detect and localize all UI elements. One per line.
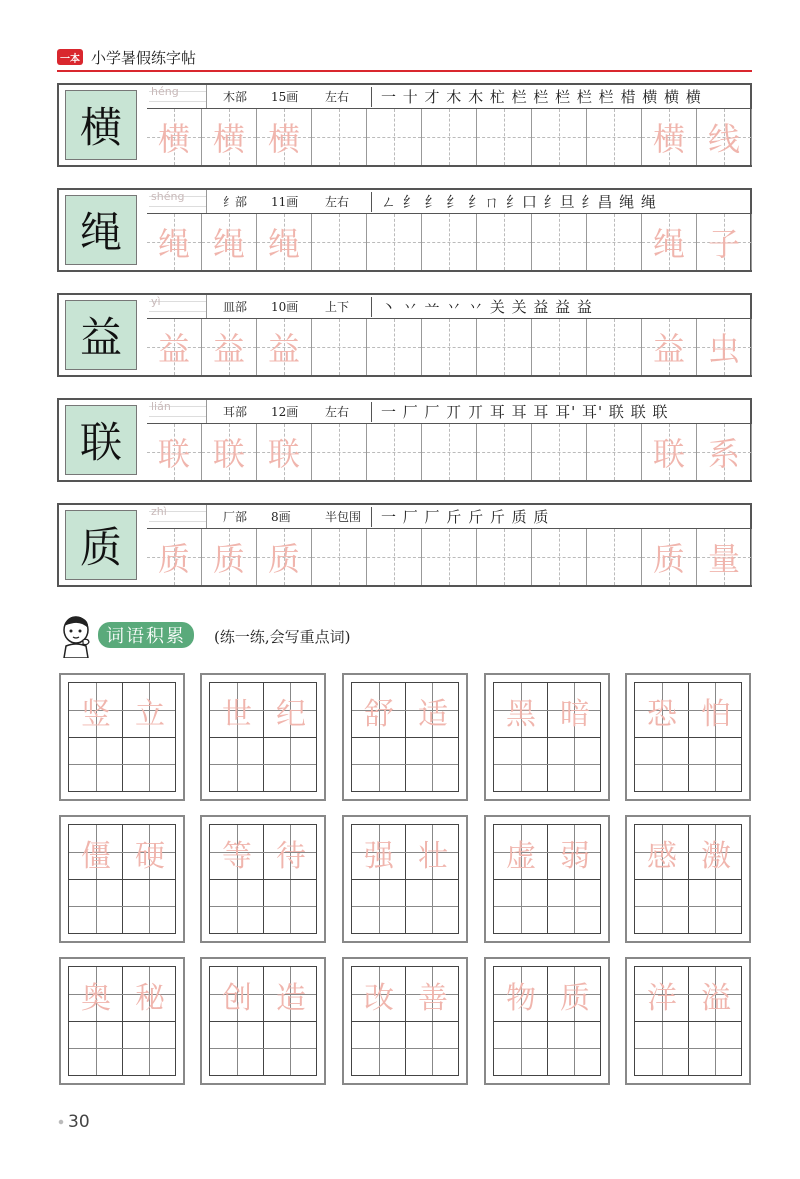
- grid-line: [635, 737, 741, 738]
- word-trace-char: 感: [647, 839, 677, 874]
- grid-line: [210, 764, 316, 765]
- practice-cell[interactable]: [532, 214, 587, 270]
- grid-line: [210, 1021, 316, 1022]
- practice-cell[interactable]: [312, 529, 367, 585]
- stroke-count: 8画: [271, 510, 291, 524]
- practice-cell[interactable]: [422, 109, 477, 165]
- practice-cell[interactable]: [312, 319, 367, 375]
- practice-cell[interactable]: [532, 109, 587, 165]
- trace-character: [477, 319, 531, 375]
- practice-cell[interactable]: [202, 529, 257, 585]
- trace-character: [477, 424, 531, 480]
- boy-mascot-icon: [56, 612, 96, 658]
- word-grid-cells: [209, 966, 317, 1076]
- word-trace-char: 溢: [701, 981, 731, 1016]
- trace-character: 质: [267, 540, 300, 578]
- trace-character: [312, 214, 366, 270]
- grid-line: [494, 879, 600, 880]
- practice-cell[interactable]: [202, 424, 257, 480]
- trace-character: 线: [707, 120, 740, 158]
- word-practice-box[interactable]: [342, 815, 468, 943]
- practice-cell[interactable]: [697, 109, 752, 165]
- word-trace-char: 奥: [81, 981, 111, 1016]
- trace-character: [532, 214, 586, 270]
- practice-cell[interactable]: [587, 319, 642, 375]
- structure-label: 上下: [325, 300, 350, 314]
- trace-character: [367, 529, 421, 585]
- word-trace-char: 善: [418, 981, 448, 1016]
- practice-cell[interactable]: [587, 529, 642, 585]
- word-trace-char: 待: [276, 839, 306, 874]
- practice-cell[interactable]: [147, 109, 202, 165]
- info-divider: [371, 507, 372, 527]
- word-trace-char: 虚: [506, 839, 536, 874]
- trace-character: 绳: [157, 225, 190, 263]
- word-trace-char: 竖: [81, 697, 111, 732]
- grid-line: [635, 1048, 741, 1049]
- word-trace-char: 硬: [135, 839, 165, 874]
- trace-character: [477, 214, 531, 270]
- practice-cell[interactable]: [257, 214, 312, 270]
- practice-cell[interactable]: [587, 214, 642, 270]
- stroke-count: 15画: [271, 90, 299, 104]
- word-practice-box[interactable]: [342, 673, 468, 801]
- trace-character: 质: [212, 540, 245, 578]
- word-trace-char: 强: [364, 839, 394, 874]
- pinyin-guide: yì: [149, 295, 207, 318]
- practice-cell[interactable]: [147, 214, 202, 270]
- word-practice-box[interactable]: [59, 957, 185, 1085]
- character-row: [57, 188, 752, 272]
- word-practice-box[interactable]: [200, 815, 326, 943]
- header-rule: [57, 70, 752, 72]
- book-title: 小学暑假练字帖: [91, 48, 197, 67]
- character-info: [147, 400, 750, 424]
- trace-character: [312, 529, 366, 585]
- model-character: 联: [79, 418, 122, 467]
- stroke-order: 一 十 才 木 木 杧 栏 栏 栏 栏 栏 棤 横 横 横: [381, 88, 702, 106]
- practice-cell[interactable]: [642, 109, 697, 165]
- stroke-count: 12画: [271, 405, 299, 419]
- word-trace-char: 创: [222, 981, 252, 1016]
- pinyin-guide: lián: [149, 400, 207, 423]
- practice-cells: [147, 109, 750, 165]
- structure-label: 左右: [325, 90, 350, 104]
- trace-character: 联: [212, 435, 245, 473]
- trace-character: [312, 109, 366, 165]
- word-grid-cells: [634, 966, 742, 1076]
- practice-cell[interactable]: [367, 424, 422, 480]
- practice-cell[interactable]: [532, 319, 587, 375]
- trace-character: [422, 214, 476, 270]
- word-trace-char: 怕: [701, 697, 731, 732]
- model-character-box: [65, 90, 137, 160]
- trace-character: 子: [707, 225, 740, 263]
- word-practice-box[interactable]: [484, 957, 610, 1085]
- practice-cell[interactable]: [642, 319, 697, 375]
- trace-character: 质: [157, 540, 190, 578]
- stroke-order: ㄥ 纟 纟 纟 纟ㄇ 纟口 纟旦 纟昌 绳 绳: [381, 193, 657, 211]
- grid-line: [352, 879, 458, 880]
- stroke-count: 10画: [271, 300, 299, 314]
- word-practice-box[interactable]: [200, 957, 326, 1085]
- practice-cell[interactable]: [532, 424, 587, 480]
- word-trace-char: 世: [222, 697, 252, 732]
- info-divider: [371, 192, 372, 212]
- stroke-order: 丶 丷 䒑 丷 丷 关 关 益 益 益: [381, 298, 593, 316]
- trace-character: [367, 319, 421, 375]
- trace-character: 横: [652, 120, 685, 158]
- trace-character: 绳: [267, 225, 300, 263]
- practice-cell[interactable]: [312, 109, 367, 165]
- structure-label: 左右: [325, 405, 350, 419]
- word-trace-char: 秘: [135, 981, 165, 1016]
- practice-cell[interactable]: [147, 529, 202, 585]
- character-row: [57, 83, 752, 167]
- word-trace-char: 壮: [418, 839, 448, 874]
- trace-character: [367, 424, 421, 480]
- practice-cell[interactable]: [477, 319, 532, 375]
- grid-line: [635, 879, 741, 880]
- model-character-box: [65, 510, 137, 580]
- word-practice-box[interactable]: [484, 673, 610, 801]
- word-trace-char: 弱: [560, 839, 590, 874]
- trace-character: [587, 319, 641, 375]
- structure-label: 左右: [325, 195, 350, 209]
- grid-line: [352, 1021, 458, 1022]
- grid-line: [352, 764, 458, 765]
- vocab-subtitle: (练一练,会写重点词): [214, 628, 351, 646]
- trace-character: 横: [267, 120, 300, 158]
- grid-line: [69, 737, 175, 738]
- word-trace-char: 黑: [506, 697, 536, 732]
- grid-line: [352, 906, 458, 907]
- info-divider: [371, 402, 372, 422]
- word-grid-cells: [68, 682, 176, 792]
- trace-character: 绳: [652, 225, 685, 263]
- page-number: 30: [58, 1112, 90, 1132]
- practice-cells: [147, 319, 750, 375]
- trace-character: 联: [652, 435, 685, 473]
- word-trace-char: 物: [506, 981, 536, 1016]
- trace-character: 益: [157, 330, 190, 368]
- grid-line: [635, 1021, 741, 1022]
- trace-character: 虫: [707, 330, 740, 368]
- grid-line: [494, 1021, 600, 1022]
- trace-character: [367, 109, 421, 165]
- trace-character: [587, 529, 641, 585]
- trace-character: [532, 109, 586, 165]
- grid-line: [69, 764, 175, 765]
- practice-cell[interactable]: [312, 424, 367, 480]
- practice-cell[interactable]: [312, 214, 367, 270]
- practice-cells: [147, 529, 750, 585]
- trace-character: [532, 529, 586, 585]
- vocab-title: 词语积累: [98, 622, 194, 648]
- word-grid-cells: [351, 824, 459, 934]
- model-character-box: [65, 405, 137, 475]
- word-grid-cells: [493, 966, 601, 1076]
- word-practice-box[interactable]: [625, 957, 751, 1085]
- trace-character: [587, 109, 641, 165]
- structure-label: 半包围: [325, 510, 362, 524]
- practice-cell[interactable]: [642, 529, 697, 585]
- grid-line: [69, 1048, 175, 1049]
- practice-cell[interactable]: [422, 214, 477, 270]
- vocab-header: [56, 612, 456, 658]
- trace-character: 量: [707, 540, 740, 578]
- trace-character: [532, 319, 586, 375]
- trace-character: 益: [267, 330, 300, 368]
- stroke-order: 一 厂 厂 丌 丌 耳 耳 耳 耳' 耳' 联 联 联: [381, 403, 669, 421]
- word-trace-char: 激: [701, 839, 731, 874]
- radical-label: 木部: [223, 90, 248, 104]
- stroke-count: 11画: [271, 195, 299, 209]
- practice-cell[interactable]: [367, 214, 422, 270]
- pinyin-guide: zhì: [149, 505, 207, 528]
- character-info: [147, 85, 750, 109]
- practice-cell[interactable]: [257, 319, 312, 375]
- model-character: 质: [79, 523, 122, 572]
- trace-character: 质: [652, 540, 685, 578]
- practice-cell[interactable]: [697, 529, 752, 585]
- trace-character: 横: [212, 120, 245, 158]
- pinyin-guide: shéng: [149, 190, 207, 213]
- word-trace-char: 纪: [276, 697, 306, 732]
- grid-line: [210, 879, 316, 880]
- word-trace-char: 舒: [364, 697, 394, 732]
- grid-line: [69, 879, 175, 880]
- model-character-box: [65, 300, 137, 370]
- word-grid-cells: [634, 824, 742, 934]
- character-row: [57, 293, 752, 377]
- word-trace-char: 等: [222, 839, 252, 874]
- practice-cell[interactable]: [697, 424, 752, 480]
- trace-character: 益: [652, 330, 685, 368]
- trace-character: [312, 319, 366, 375]
- word-practice-box[interactable]: [59, 815, 185, 943]
- trace-character: [477, 109, 531, 165]
- practice-cell[interactable]: [587, 424, 642, 480]
- info-divider: [371, 297, 372, 317]
- word-trace-char: 立: [135, 697, 165, 732]
- word-grid-cells: [351, 966, 459, 1076]
- trace-character: [422, 109, 476, 165]
- trace-character: [367, 214, 421, 270]
- model-character: 绳: [79, 208, 122, 257]
- practice-cell[interactable]: [367, 529, 422, 585]
- practice-cell[interactable]: [642, 424, 697, 480]
- trace-character: [532, 424, 586, 480]
- radical-label: 厂部: [223, 510, 248, 524]
- character-row: [57, 398, 752, 482]
- practice-cell[interactable]: [257, 529, 312, 585]
- word-grid-cells: [351, 682, 459, 792]
- grid-line: [635, 764, 741, 765]
- word-trace-char: 僵: [81, 839, 111, 874]
- practice-cell[interactable]: [477, 529, 532, 585]
- practice-cell[interactable]: [257, 109, 312, 165]
- grid-line: [69, 1021, 175, 1022]
- practice-cell[interactable]: [147, 319, 202, 375]
- character-info: [147, 505, 750, 529]
- word-grid-cells: [493, 824, 601, 934]
- trace-character: 系: [707, 435, 740, 473]
- practice-cell[interactable]: [587, 109, 642, 165]
- radical-label: 耳部: [223, 405, 248, 419]
- grid-line: [635, 906, 741, 907]
- word-trace-char: 质: [560, 981, 590, 1016]
- grid-line: [352, 1048, 458, 1049]
- word-trace-char: 改: [364, 981, 394, 1016]
- practice-cell[interactable]: [697, 214, 752, 270]
- grid-line: [494, 1048, 600, 1049]
- trace-character: 横: [157, 120, 190, 158]
- practice-cells: [147, 214, 750, 270]
- trace-character: 联: [157, 435, 190, 473]
- word-trace-char: 造: [276, 981, 306, 1016]
- practice-cell[interactable]: [422, 529, 477, 585]
- practice-cell[interactable]: [367, 109, 422, 165]
- model-character: 横: [79, 103, 122, 152]
- grid-line: [210, 906, 316, 907]
- series-badge: 一本: [57, 49, 83, 65]
- grid-line: [210, 1048, 316, 1049]
- word-practice-box[interactable]: [484, 815, 610, 943]
- practice-cell[interactable]: [367, 319, 422, 375]
- grid-line: [494, 764, 600, 765]
- grid-line: [494, 737, 600, 738]
- practice-cell[interactable]: [477, 424, 532, 480]
- practice-cell[interactable]: [422, 319, 477, 375]
- trace-character: 绳: [212, 225, 245, 263]
- practice-cell[interactable]: [202, 109, 257, 165]
- character-info: [147, 295, 750, 319]
- word-grid-cells: [493, 682, 601, 792]
- practice-cell[interactable]: [202, 319, 257, 375]
- word-grid-cells: [209, 682, 317, 792]
- practice-cell[interactable]: [697, 319, 752, 375]
- pinyin-guide: héng: [149, 85, 207, 108]
- practice-cell[interactable]: [477, 109, 532, 165]
- practice-cells: [147, 424, 750, 480]
- word-grid-cells: [209, 824, 317, 934]
- radical-label: 纟部: [223, 195, 248, 209]
- character-row: [57, 503, 752, 587]
- model-character-box: [65, 195, 137, 265]
- word-practice-box[interactable]: [625, 673, 751, 801]
- practice-cell[interactable]: [147, 424, 202, 480]
- word-trace-char: 洋: [647, 981, 677, 1016]
- trace-character: 益: [212, 330, 245, 368]
- practice-cell[interactable]: [532, 529, 587, 585]
- word-trace-char: 适: [418, 697, 448, 732]
- word-practice-box[interactable]: [200, 673, 326, 801]
- word-trace-char: 暗: [560, 697, 590, 732]
- trace-character: [422, 319, 476, 375]
- trace-character: [422, 529, 476, 585]
- stroke-order: 一 厂 厂 斤 斤 斤 质 质: [381, 508, 550, 526]
- info-divider: [371, 87, 372, 107]
- trace-character: [477, 529, 531, 585]
- grid-line: [352, 737, 458, 738]
- practice-cell[interactable]: [422, 424, 477, 480]
- practice-cell[interactable]: [202, 214, 257, 270]
- word-grid-cells: [634, 682, 742, 792]
- practice-cell[interactable]: [257, 424, 312, 480]
- word-grid-cells: [68, 966, 176, 1076]
- model-character: 益: [79, 313, 122, 362]
- trace-character: 联: [267, 435, 300, 473]
- character-info: [147, 190, 750, 214]
- word-practice-box[interactable]: [342, 957, 468, 1085]
- trace-character: [587, 424, 641, 480]
- page-header: [57, 46, 196, 68]
- practice-cell[interactable]: [477, 214, 532, 270]
- practice-cell[interactable]: [642, 214, 697, 270]
- grid-line: [69, 906, 175, 907]
- radical-label: 皿部: [223, 300, 248, 314]
- trace-character: [587, 214, 641, 270]
- trace-character: [312, 424, 366, 480]
- word-trace-char: 恐: [647, 697, 677, 732]
- word-grid-cells: [68, 824, 176, 934]
- word-practice-box[interactable]: [625, 815, 751, 943]
- word-practice-box[interactable]: [59, 673, 185, 801]
- trace-character: [422, 424, 476, 480]
- grid-line: [494, 906, 600, 907]
- grid-line: [210, 737, 316, 738]
